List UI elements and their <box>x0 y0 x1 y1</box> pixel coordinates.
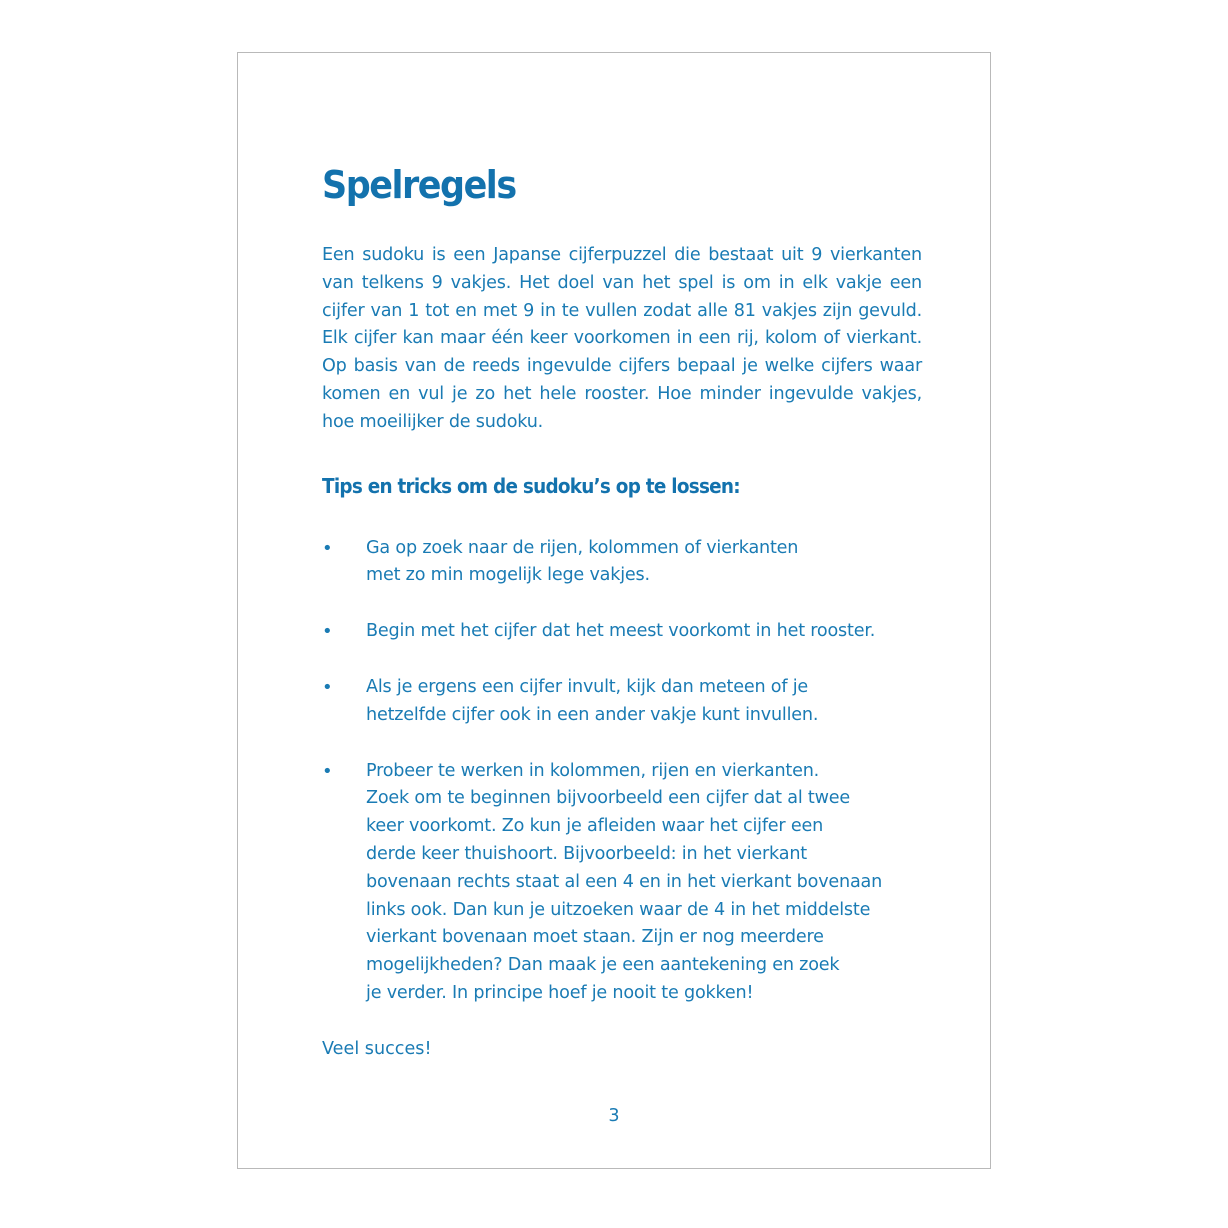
tip-item <box>322 758 922 1008</box>
page-content <box>322 161 922 1064</box>
intro-paragraph: Een sudoku is een Japanse cijferpuzzel die bestaat uit 9 vierkanten van telkens 9 vakjes. Het doel van het spel is om in elk vakje een cijfer van 1 tot en met 9 in te vullen zodat alle 81 vakjes zijn gevuld. Elk cijfer kan maar één keer voorkomen in een rij, kolom of vierkant. Op basis van de reeds ingevulde cijfers bepaal je welke cijfers waar komen en vul je zo het hele rooster. Hoe minder ingevulde vakjes, hoe moeilijker de sudoku. <box>322 245 922 432</box>
tip-line: je verder. In principe hoef je nooit te gokken! <box>366 982 754 1003</box>
tip-line: Als je ergens een cijfer invult, kijk dan meteen of je <box>366 676 809 697</box>
tip-line: hetzelfde cijfer ook in een ander vakje kunt invullen. <box>366 704 819 725</box>
tip-line: keer voorkomt. Zo kun je afleiden waar het cijfer een <box>366 816 824 837</box>
tip-line: Ga op zoek naar de rijen, kolommen of vierkanten <box>366 537 799 558</box>
bullet-icon: • <box>322 760 333 782</box>
page-number: 3 <box>608 1106 620 1126</box>
bullet-icon: • <box>322 537 333 559</box>
tip-line: bovenaan rechts staat al een 4 en in het vierkant bovenaan <box>366 871 883 892</box>
tips-heading: Tips en tricks om de sudoku’s op te lossen: <box>322 473 740 498</box>
tip-line: links ook. Dan kun je uitzoeken waar de 4 in het middelste <box>366 899 871 920</box>
tips-list <box>322 535 922 1008</box>
bullet-icon: • <box>322 676 333 698</box>
tip-line: Probeer te werken in kolommen, rijen en vierkanten. <box>366 760 820 781</box>
tip-line: vierkant bovenaan moet staan. Zijn er nog meerdere <box>366 927 824 948</box>
tip-line: mogelijkheden? Dan maak je een aantekening en zoek <box>366 955 840 976</box>
tip-line: met zo min mogelijk lege vakjes. <box>366 565 650 586</box>
tip-item <box>322 674 922 730</box>
tip-line: Zoek om te beginnen bijvoorbeeld een cijfer dat al twee <box>366 788 851 809</box>
book-page <box>237 52 991 1169</box>
bullet-icon: • <box>322 621 333 643</box>
tip-item <box>322 618 922 646</box>
closing-text: Veel succes! <box>322 1038 432 1059</box>
tip-line: Begin met het cijfer dat het meest voorkomt in het rooster. <box>366 621 876 642</box>
tip-line: derde keer thuishoort. Bijvoorbeeld: in het vierkant <box>366 843 807 864</box>
tip-item <box>322 535 922 591</box>
page-title: Spelregels <box>322 163 516 207</box>
